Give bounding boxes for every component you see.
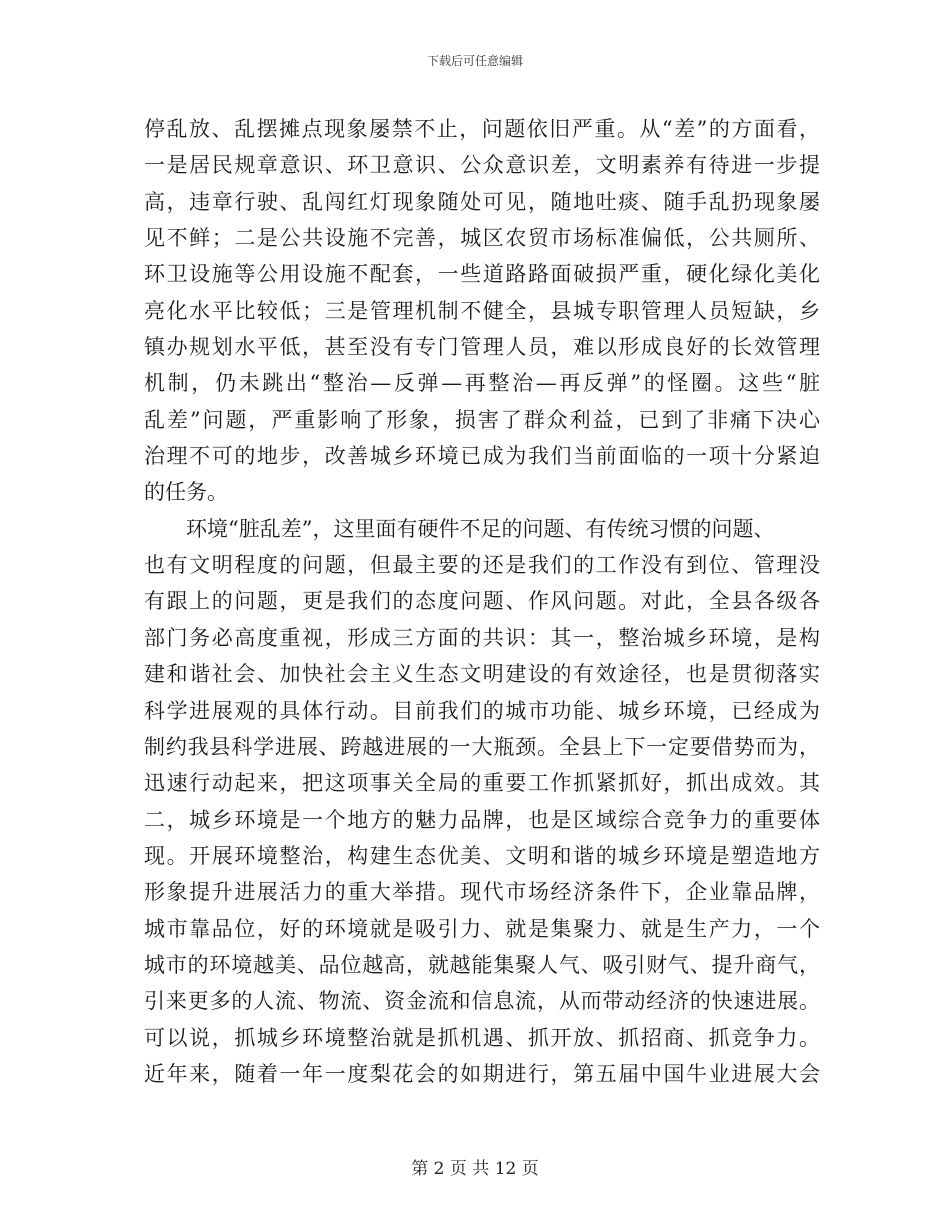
text-line: 建和谐社会、加快社会主义生态文明建设的有效途径，也是贯彻落实 [144,662,820,687]
document-body [144,111,820,1092]
text-line: 城市靠品位，好的环境就是吸引力、就是集聚力、就是生产力，一个 [144,916,820,941]
text-line: 形象提升进展活力的重大举措。现代市场经济条件下，企业靠品牌， [144,880,820,905]
text-line: 治理不可的地步，改善城乡环境已成为我们当前面临的一项十分紧迫 [144,444,820,469]
text-line: 乱差”问题，严重影响了形象，损害了群众利益，已到了非痛下决心 [144,407,820,432]
text-line: 见不鲜；二是公共设施不完善，城区农贸市场标准偏低，公共厕所、 [144,226,820,251]
text-line: 环卫设施等公用设施不配套，一些道路路面破损严重，硬化绿化美化 [144,262,820,287]
text-line: 迅速行动起来，把这项事关全局的重要工作抓紧抓好，抓出成效。其 [144,771,820,796]
text-line: 一是居民规章意识、环卫意识、公众意识差，文明素养有待进一步提 [144,153,820,178]
text-line: 部门务必高度重视，形成三方面的共识：其一，整治城乡环境，是构 [144,625,820,650]
text-line: 城市的环境越美、品位越高，就越能集聚人气、吸引财气、提升商气， [144,952,820,977]
text-line: 也有文明程度的问题，但最主要的还是我们的工作没有到位、管理没 [144,553,820,578]
text-line: 有跟上的问题，更是我们的态度问题、作风问题。对此，全县各级各 [144,589,820,614]
text-line: 可以说，抓城乡环境整治就是抓机遇、抓开放、抓招商、抓竞争力。 [144,1025,820,1050]
text-line: 二，城乡环境是一个地方的魅力品牌，也是区域综合竞争力的重要体 [144,807,820,832]
text-line: 高，违章行驶、乱闯红灯现象随处可见，随地吐痰、随手乱扔现象屡 [144,189,820,214]
text-line: 镇办规划水平低，甚至没有专门管理人员，难以形成良好的长效管理 [144,335,820,360]
text-line: 引来更多的人流、物流、资金流和信息流，从而带动经济的快速进展。 [144,989,820,1014]
text-line: 的任务。 [144,480,228,505]
text-line: 机制，仍未跳出“整治—反弹—再整治—再反弹”的怪圈。这些“脏 [144,371,820,396]
text-line: 停乱放、乱摆摊点现象屡禁不止，问题依旧严重。从“差”的方面看， [144,117,820,141]
text-line: 制约我县科学进展、跨越进展的一大瓶颈。全县上下一定要借势而为， [144,734,820,759]
text-line: 科学进展观的具体行动。目前我们的城市功能、城乡环境，已经成为 [144,698,820,723]
text-line: 环境“脏乱差”，这里面有硬件不足的问题、有传统习惯的问题、 [186,516,775,541]
page-header: 下载后可任意编辑 [426,54,523,68]
page-footer: 第 2 页 共 12 页 [411,1159,539,1179]
text-line: 近年来，随着一年一度梨花会的如期进行，第五届中国牛业进展大会 [144,1061,820,1086]
text-line: 现。开展环境整治，构建生态优美、文明和谐的城乡环境是塑造地方 [144,843,820,868]
text-line: 亮化水平比较低；三是管理机制不健全，县城专职管理人员短缺，乡 [144,298,820,323]
